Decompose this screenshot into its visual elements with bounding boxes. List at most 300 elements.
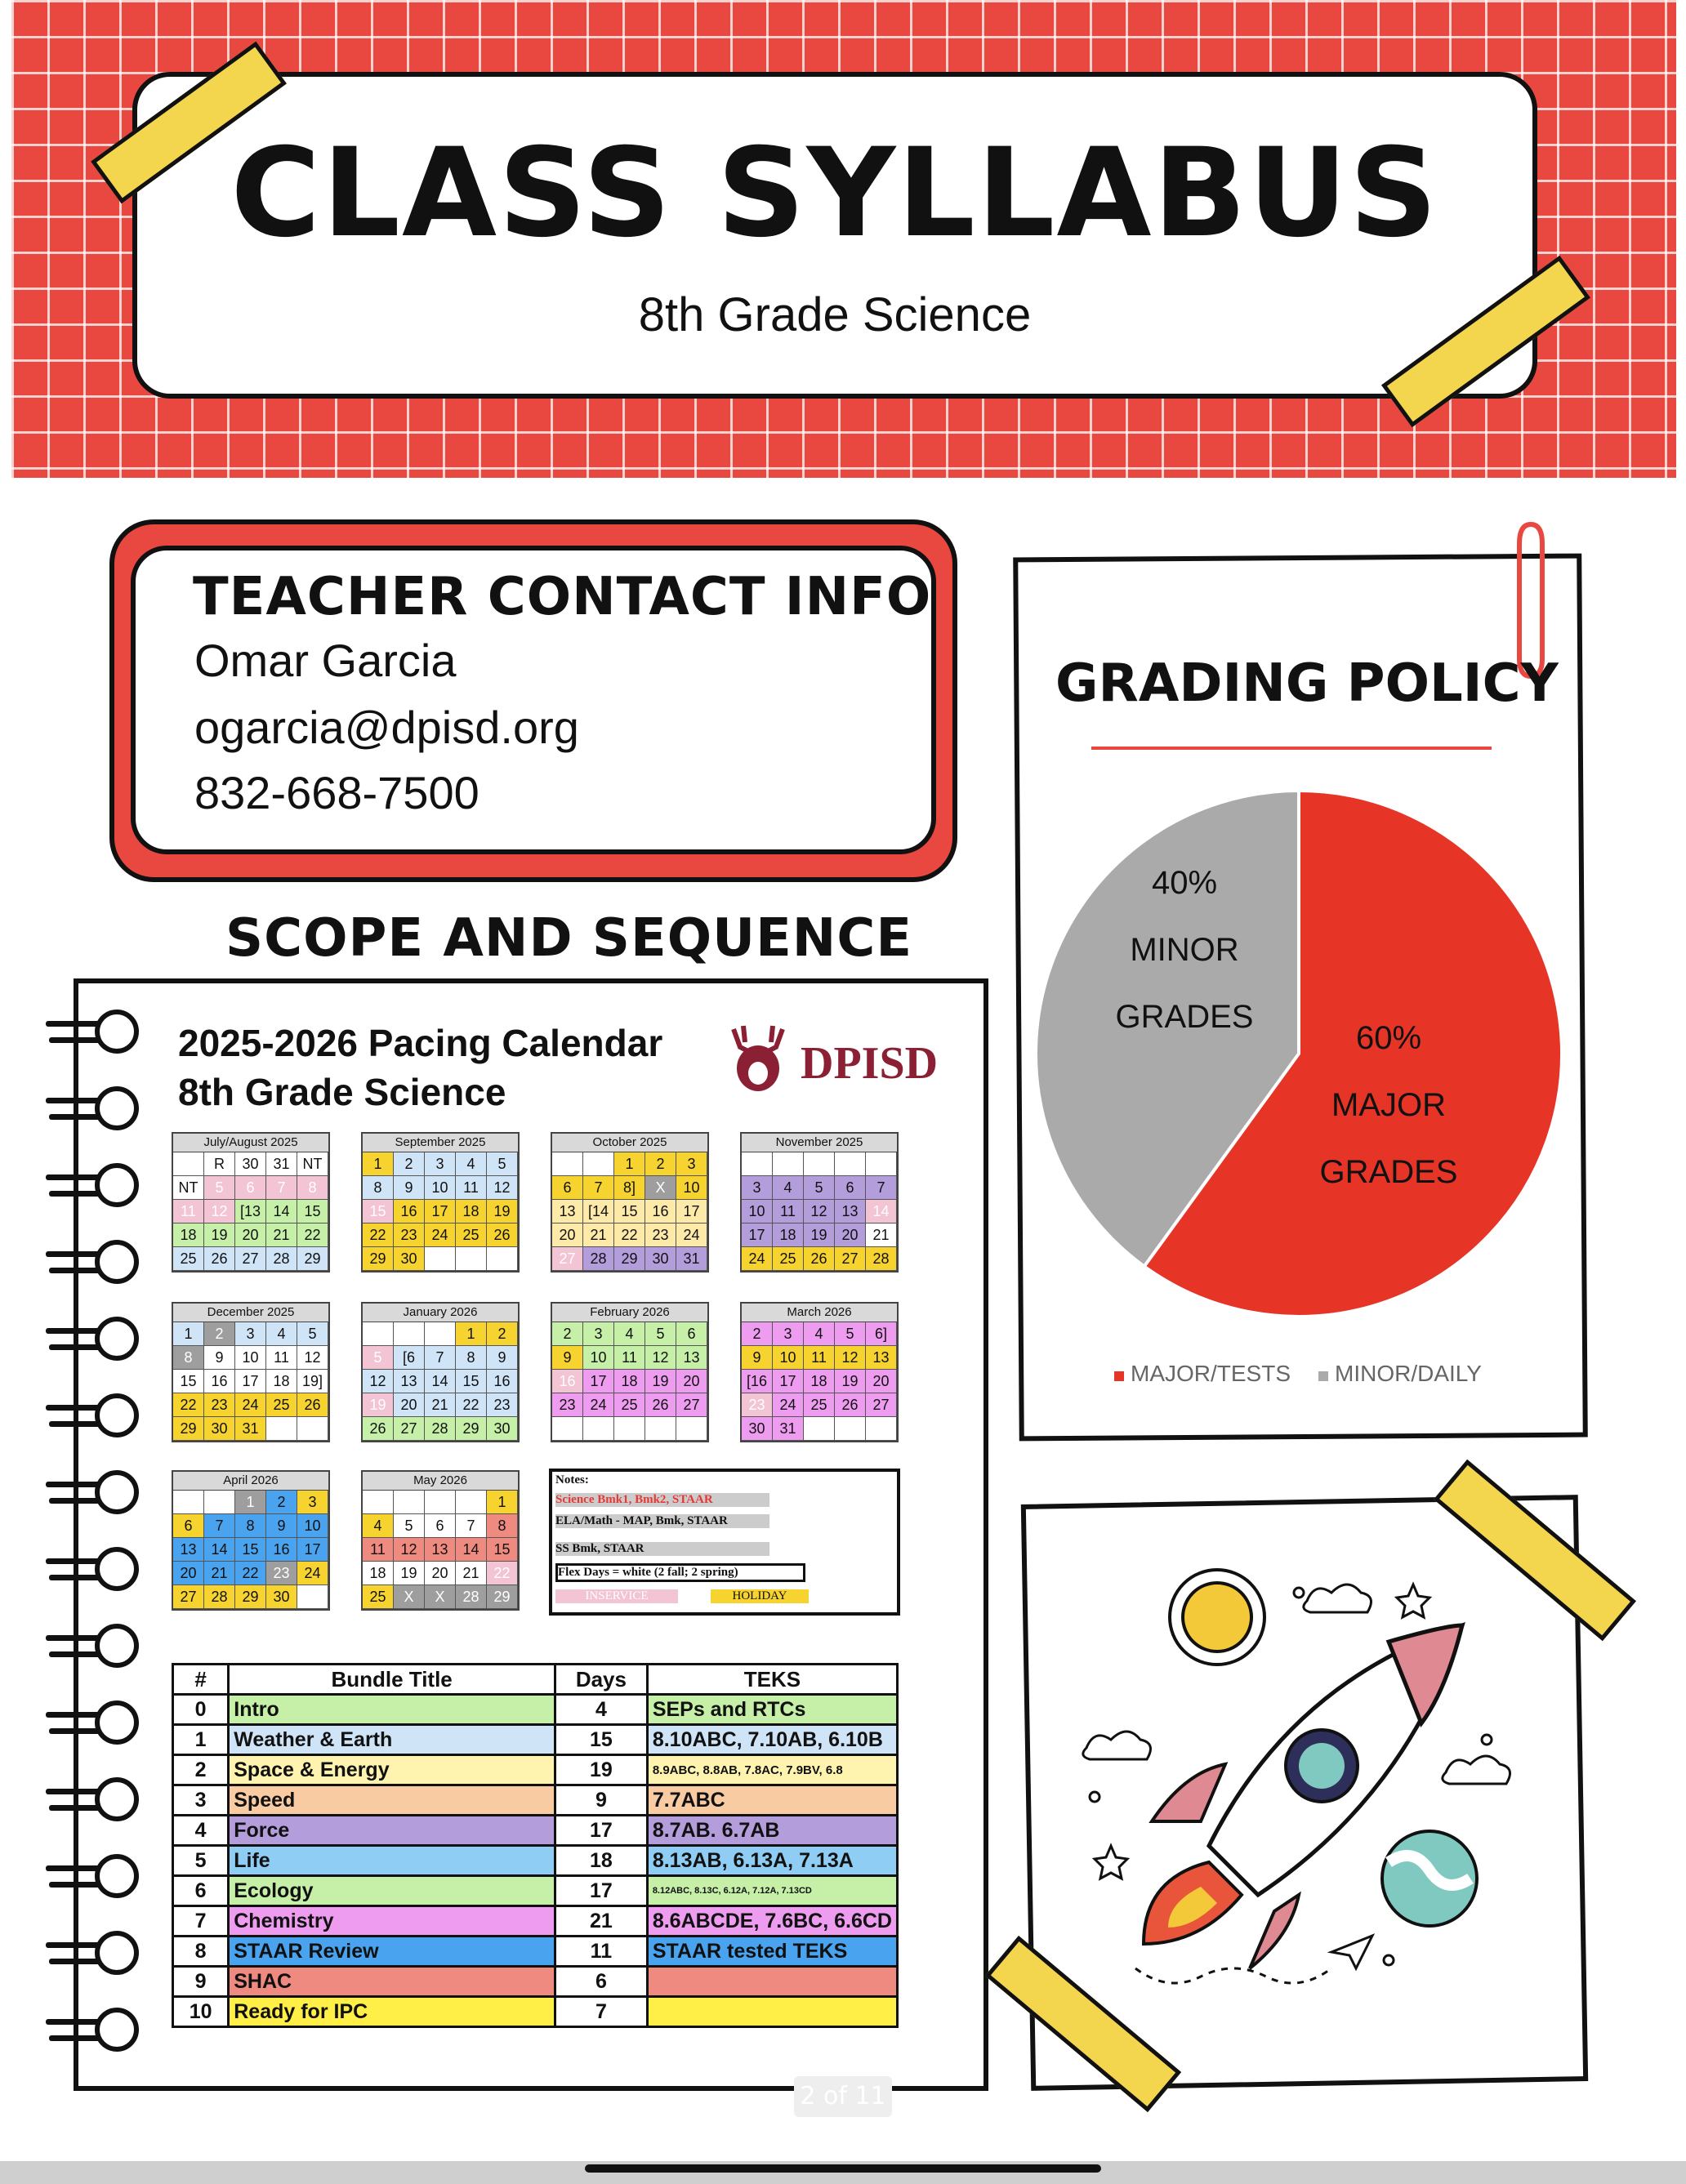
bundle-days: 4 [555,1695,647,1725]
calendar-day: X [394,1585,425,1609]
calendar-day: 1 [235,1491,266,1514]
calendar-day: 23 [266,1562,297,1585]
calendar-day: 29 [614,1247,645,1271]
calendar-day: 8 [487,1514,518,1538]
spiral-ring [95,1470,139,1514]
calendar-day: 2 [394,1152,425,1176]
calendar-day: 24 [676,1223,707,1247]
calendar-day: 18 [804,1370,835,1393]
bundle-days: 19 [555,1755,647,1785]
calendar-day: [14 [583,1200,614,1223]
notes-holiday: HOLIDAY [711,1589,809,1603]
calendar-day: 28 [266,1247,297,1271]
calendar-day: 29 [456,1417,487,1441]
calendar-day: 27 [866,1393,897,1417]
calendar-day [866,1417,897,1441]
calendar-day: 1 [614,1152,645,1176]
spiral-ring [95,1547,139,1591]
calendar-day: 7 [204,1514,235,1538]
calendar-day: 17 [425,1200,456,1223]
calendar-day: [16 [742,1370,773,1393]
month-name: May 2026 [363,1472,518,1491]
calendar-day: 11 [173,1200,204,1223]
month-grid [363,1491,518,1609]
calendar-day: 26 [204,1247,235,1271]
calendar-day: 3 [425,1152,456,1176]
calendar-day: 23 [742,1393,773,1417]
calendar-day: [6 [394,1346,425,1370]
calendar-day: 18 [173,1223,204,1247]
calendar-day: 24 [235,1393,266,1417]
col-header-title: Bundle Title [229,1665,555,1695]
calendar-day: 26 [363,1417,394,1441]
calendar-day: 17 [235,1370,266,1393]
bundle-number: 9 [173,1967,229,1997]
calendar-day: 23 [645,1223,676,1247]
calendar-day: 16 [204,1370,235,1393]
bundle-title: Force [229,1816,555,1846]
calendar-day: 2 [645,1152,676,1176]
teacher-phone[interactable]: 832-668-7500 [194,767,479,818]
calendar-day: 21 [866,1223,897,1247]
calendar-day: 25 [363,1585,394,1609]
spiral-ring [95,1854,139,1898]
table-row [173,1906,898,1937]
bundle-teks: 8.12ABC, 8.13C, 6.12A, 7.12A, 7.13CD [647,1876,897,1906]
spiral-ring [95,1317,139,1361]
spiral-ring [95,1163,139,1207]
calendar-day: 27 [835,1247,866,1271]
month-grid [742,1322,897,1441]
calendar-day: 28 [204,1585,235,1609]
table-row [173,1846,898,1876]
calendar-day: 21 [583,1223,614,1247]
calendar-day: 29 [487,1585,518,1609]
calendar-title-line1: 2025-2026 Pacing Calendar [178,1022,663,1064]
bundle-number: 4 [173,1816,229,1846]
calendar-day [552,1152,583,1176]
teacher-name: Omar Garcia [194,635,457,686]
planet-icon [1382,1831,1477,1926]
calendar-day: 26 [297,1393,328,1417]
calendar-day: 27 [676,1393,707,1417]
calendar-day: 6 [235,1176,266,1200]
calendar-day: 22 [235,1562,266,1585]
table-row [173,1876,898,1906]
month-grid [173,1152,328,1271]
calendar-day: 20 [235,1223,266,1247]
month-calendar [551,1132,709,1273]
calendar-day: [13 [235,1200,266,1223]
rocket-illustration [1062,1552,1552,2026]
calendar-day: 16 [266,1538,297,1562]
calendar-day: 3 [773,1322,804,1346]
bundle-days: 17 [555,1816,647,1846]
calendar-day: 12 [204,1200,235,1223]
calendar-day: 14 [456,1538,487,1562]
month-name: April 2026 [173,1472,328,1491]
calendar-day: 27 [552,1247,583,1271]
calendar-day: 22 [487,1562,518,1585]
calendar-day: 4 [456,1152,487,1176]
calendar-day: 11 [266,1346,297,1370]
calendar-day [645,1417,676,1441]
bundle-table [172,1663,899,2028]
district-logo-text: DPISD [801,1038,939,1089]
calendar-day [456,1247,487,1271]
bundle-number: 0 [173,1695,229,1725]
calendar-day: 1 [487,1491,518,1514]
calendar-day: 27 [173,1585,204,1609]
calendar-day: 17 [676,1200,707,1223]
calendar-day [487,1247,518,1271]
month-calendar [740,1132,899,1273]
bundle-days: 15 [555,1725,647,1755]
calendar-day: 10 [297,1514,328,1538]
grading-divider [1091,747,1492,750]
calendar-day: 22 [363,1223,394,1247]
calendar-day: X [645,1176,676,1200]
bundle-title: Intro [229,1695,555,1725]
calendar-day: 5 [394,1514,425,1538]
table-row [173,1997,898,2027]
calendar-day: 2 [204,1322,235,1346]
month-name: February 2026 [552,1304,707,1322]
teacher-email[interactable]: ogarcia@dpisd.org [194,702,579,753]
calendar-day: 31 [676,1247,707,1271]
calendar-day: 22 [456,1393,487,1417]
notes-heading: Notes: [555,1473,589,1486]
calendar-day: 15 [173,1370,204,1393]
title-card [132,72,1537,399]
calendar-day: 11 [456,1176,487,1200]
calendar-day: 11 [773,1200,804,1223]
calendar-day: 11 [614,1346,645,1370]
calendar-day: 19 [487,1200,518,1223]
calendar-day: 19] [297,1370,328,1393]
calendar-day [173,1152,204,1176]
calendar-day: 1 [456,1322,487,1346]
spiral-ring [95,1010,139,1054]
bundle-teks: 8.10ABC, 7.10AB, 6.10B [647,1725,897,1755]
bundle-number: 10 [173,1997,229,2027]
calendar-day: 30 [204,1417,235,1441]
table-row [173,1725,898,1755]
calendar-day: 9 [742,1346,773,1370]
calendar-day: 13 [552,1200,583,1223]
month-grid [363,1322,518,1441]
home-indicator[interactable] [585,2164,1101,2173]
calendar-day: 14 [266,1200,297,1223]
calendar-day: 12 [394,1538,425,1562]
bundle-teks: 7.7ABC [647,1785,897,1816]
bundle-number: 6 [173,1876,229,1906]
calendar-day: 18 [456,1200,487,1223]
calendar-day: 11 [363,1538,394,1562]
calendar-day: 19 [835,1370,866,1393]
calendar-day: 23 [394,1223,425,1247]
calendar-day [835,1417,866,1441]
calendar-day: 4 [363,1514,394,1538]
calendar-day: 17 [583,1370,614,1393]
month-calendar [740,1302,899,1442]
calendar-day: 29 [235,1585,266,1609]
calendar-day: 12 [804,1200,835,1223]
calendar-day: 15 [614,1200,645,1223]
calendar-day: 16 [394,1200,425,1223]
calendar-day: 21 [456,1562,487,1585]
calendar-day: 1 [173,1322,204,1346]
calendar-day: 7 [266,1176,297,1200]
bundle-title: Space & Energy [229,1755,555,1785]
calendar-day: 13 [866,1346,897,1370]
calendar-day: 29 [297,1247,328,1271]
col-header-number: # [173,1665,229,1695]
calendar-day: 31 [235,1417,266,1441]
bundle-number: 8 [173,1937,229,1967]
table-row [173,1816,898,1846]
calendar-day: 26 [804,1247,835,1271]
bundle-title: Weather & Earth [229,1725,555,1755]
bundle-days: 7 [555,1997,647,2027]
calendar-day [425,1491,456,1514]
calendar-day: 17 [297,1538,328,1562]
page-title: CLASS SYLLABUS [230,123,1439,265]
calendar-day: 20 [835,1223,866,1247]
col-header-days: Days [555,1665,647,1695]
calendar-day: 5 [487,1152,518,1176]
calendar-day: 24 [742,1247,773,1271]
calendar-day: 3 [235,1322,266,1346]
bundle-number: 5 [173,1846,229,1876]
month-name: November 2025 [742,1134,897,1152]
col-header-teks: TEKS [647,1665,897,1695]
month-calendar [361,1470,520,1611]
calendar-day: 10 [676,1176,707,1200]
calendar-day: 22 [173,1393,204,1417]
month-name: March 2026 [742,1304,897,1322]
calendar-day: 25 [804,1393,835,1417]
calendar-day [425,1322,456,1346]
month-calendar [361,1302,520,1442]
calendar-day: 3 [676,1152,707,1176]
month-calendar [551,1302,709,1442]
calendar-day: 7 [583,1176,614,1200]
spiral-ring [95,1700,139,1745]
calendar-day: 9 [204,1346,235,1370]
month-grid [552,1152,707,1271]
notes-line-ss: SS Bmk, STAAR [555,1542,769,1556]
major-grades-word: GRADES [1319,1154,1458,1190]
calendar-day: 13 [676,1346,707,1370]
calendar-day [204,1491,235,1514]
bundle-title: STAAR Review [229,1937,555,1967]
calendar-day: 6 [552,1176,583,1200]
deer-logo-icon [725,1023,791,1096]
calendar-day: 18 [266,1370,297,1393]
calendar-day: 28 [583,1247,614,1271]
major-word: MAJOR [1331,1087,1446,1123]
bundle-teks [647,1967,897,1997]
calendar-day: 14 [425,1370,456,1393]
calendar-day: 14 [866,1200,897,1223]
bundle-title: Chemistry [229,1906,555,1937]
spiral-ring [95,1086,139,1130]
calendar-day: 2 [552,1322,583,1346]
calendar-day: R [204,1152,235,1176]
calendar-day: 11 [804,1346,835,1370]
scope-heading: SCOPE AND SEQUENCE [225,908,913,969]
table-row [173,1967,898,1997]
calendar-day: 10 [773,1346,804,1370]
calendar-day [552,1417,583,1441]
calendar-day: 7 [456,1514,487,1538]
bundle-days: 17 [555,1876,647,1906]
table-row [173,1937,898,1967]
calendar-day: 23 [204,1393,235,1417]
calendar-day: 30 [266,1585,297,1609]
month-calendar [172,1302,330,1442]
bundle-number: 7 [173,1906,229,1937]
calendar-day: 28 [425,1417,456,1441]
notes-line-science: Science Bmk1, Bmk2, STAAR [555,1493,769,1507]
bundle-days: 11 [555,1937,647,1967]
calendar-day: 9 [487,1346,518,1370]
calendar-day: 2 [487,1322,518,1346]
bundle-teks [647,1997,897,2027]
calendar-day: 5 [645,1322,676,1346]
calendar-day [297,1585,328,1609]
calendar-day: 20 [394,1393,425,1417]
calendar-day: 12 [487,1176,518,1200]
calendar-day: 30 [394,1247,425,1271]
legend-major-swatch [1114,1371,1124,1381]
calendar-day [363,1491,394,1514]
calendar-day: 6 [173,1514,204,1538]
minor-slice-label [1095,849,1274,1050]
calendar-day: NT [173,1176,204,1200]
month-grid [363,1152,518,1271]
calendar-day: 25 [173,1247,204,1271]
bundle-title: Ready for IPC [229,1997,555,2027]
calendar-day: 28 [456,1585,487,1609]
month-calendar [172,1132,330,1273]
contact-heading: TEACHER CONTACT INFO [193,567,932,627]
calendar-day [676,1417,707,1441]
calendar-day: 24 [297,1562,328,1585]
calendar-day: 2 [742,1322,773,1346]
calendar-day [614,1417,645,1441]
calendar-day: 19 [645,1370,676,1393]
page-subtitle: 8th Grade Science [638,288,1032,341]
calendar-day: 6 [425,1514,456,1538]
calendar-day: 9 [394,1176,425,1200]
calendar-day: 6] [866,1322,897,1346]
minor-word: MINOR [1130,932,1239,968]
calendar-day: 6 [676,1322,707,1346]
calendar-day: 30 [645,1247,676,1271]
calendar-day: 19 [804,1223,835,1247]
calendar-day: 22 [297,1223,328,1247]
month-grid [552,1322,707,1441]
major-percent: 60% [1355,1020,1422,1056]
calendar-day: 20 [173,1562,204,1585]
bundle-teks: STAAR tested TEKS [647,1937,897,1967]
calendar-day: 24 [773,1393,804,1417]
bundle-teks: SEPs and RTCs [647,1695,897,1725]
calendar-day: 31 [773,1417,804,1441]
table-row [173,1755,898,1785]
calendar-day: 5 [204,1176,235,1200]
calendar-day: 17 [742,1223,773,1247]
calendar-day: 12 [645,1346,676,1370]
calendar-day: 25 [266,1393,297,1417]
minor-grades-word: GRADES [1115,999,1254,1035]
calendar-day: 13 [394,1370,425,1393]
calendar-notes [549,1469,900,1616]
calendar-day: 10 [425,1176,456,1200]
calendar-day: 26 [487,1223,518,1247]
calendar-day [773,1152,804,1176]
calendar-day: 31 [266,1152,297,1176]
bundle-teks: 8.6ABCDE, 7.6BC, 6.6CD [647,1906,897,1937]
calendar-day [394,1491,425,1514]
calendar-day: 8 [235,1514,266,1538]
calendar-day [297,1417,328,1441]
calendar-day: 8 [363,1176,394,1200]
calendar-day: 25 [456,1223,487,1247]
calendar-day [804,1152,835,1176]
table-header-row [173,1665,898,1695]
bundle-number: 2 [173,1755,229,1785]
month-name: September 2025 [363,1134,518,1152]
calendar-day: 27 [235,1247,266,1271]
calendar-day: 28 [866,1247,897,1271]
calendar-day [866,1152,897,1176]
month-name: January 2026 [363,1304,518,1322]
calendar-day: 12 [363,1370,394,1393]
spiral-ring [95,1777,139,1821]
calendar-day [583,1152,614,1176]
minor-percent: 40% [1151,865,1218,901]
calendar-day: 12 [835,1346,866,1370]
bundle-days: 6 [555,1967,647,1997]
legend-minor [1318,1361,1482,1387]
calendar-day: 20 [425,1562,456,1585]
legend-major [1114,1361,1291,1387]
table-row [173,1785,898,1816]
bundle-number: 3 [173,1785,229,1816]
calendar-day: 3 [742,1176,773,1200]
calendar-day: 10 [235,1346,266,1370]
calendar-day: 30 [487,1417,518,1441]
calendar-day [835,1152,866,1176]
calendar-day: 20 [676,1370,707,1393]
grading-heading: GRADING POLICY [1055,653,1559,714]
calendar-day: NT [297,1152,328,1176]
sun-icon [1170,1570,1264,1665]
bundle-title: Speed [229,1785,555,1816]
calendar-day: 7 [425,1346,456,1370]
calendar-day: 29 [173,1417,204,1441]
calendar-day: 3 [583,1322,614,1346]
calendar-day: 21 [204,1562,235,1585]
calendar-day: 8 [297,1176,328,1200]
calendar-day: 4 [804,1322,835,1346]
calendar-day: 4 [614,1322,645,1346]
month-grid [173,1491,328,1609]
calendar-day: 21 [425,1393,456,1417]
